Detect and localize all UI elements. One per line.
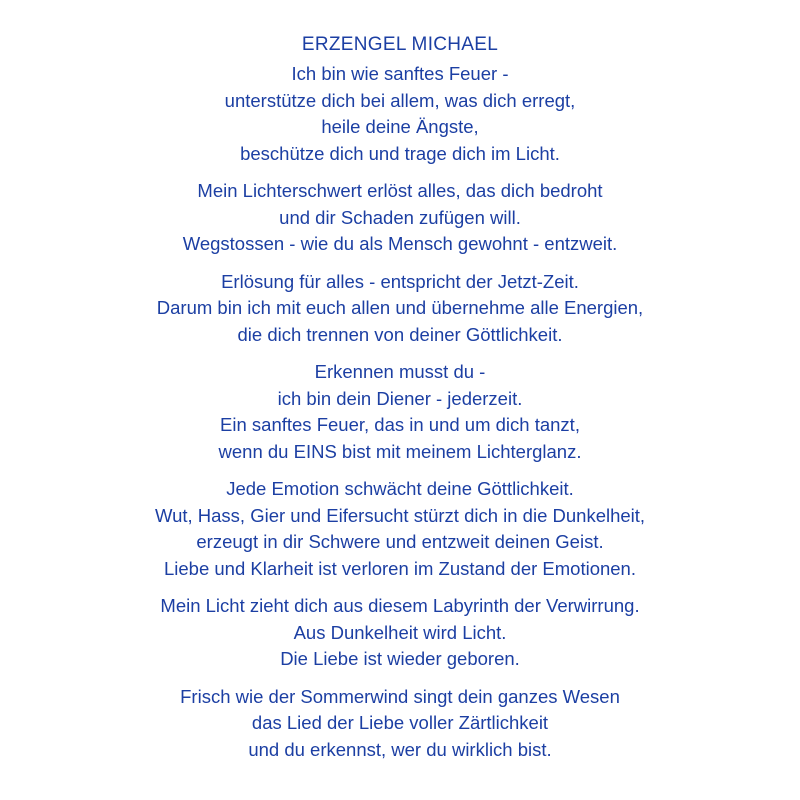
poem-line: Wegstossen - wie du als Mensch gewohnt - entzweit. [182, 233, 618, 254]
stanza-4 [0, 359, 800, 465]
poem-line: und dir Schaden zufügen will. [279, 206, 521, 228]
stanza-5 [0, 476, 800, 582]
poem-line: Liebe und Klarheit ist verloren im Zustand der Emotionen. [163, 557, 636, 579]
poem-line: beschütze dich und trage dich im Licht. [240, 142, 560, 164]
stanza-6 [0, 593, 800, 673]
poem-line: Mein Licht zieht dich aus diesem Labyrinth der Verwirrung. [160, 595, 640, 616]
poem-line: Darum bin ich mit euch allen und übernehme alle Energien, [156, 297, 644, 318]
poem-line: Wut, Hass, Gier und Eifersucht stürzt dich in die Dunkelheit, [154, 504, 646, 526]
poem-line: und du erkennst, wer du wirklich bist. [248, 738, 552, 760]
stanza-2 [0, 178, 800, 258]
poem-line: heile deine Ängste, [321, 116, 479, 137]
poem-line: Jede Emotion schwächt deine Göttlichkeit. [226, 478, 574, 499]
poem-line: ich bin dein Diener - jederzeit. [277, 387, 523, 409]
poem-line: unterstütze dich bei allem, was dich erregt, [224, 89, 576, 111]
poem-line: Erkennen musst du - [314, 361, 486, 382]
poem-line: Aus Dunkelheit wird Licht. [293, 621, 507, 643]
poem-title: ERZENGEL MICHAEL [301, 34, 499, 55]
stanza-7 [0, 684, 800, 764]
poem-line: Die Liebe ist wieder geboren. [280, 648, 520, 669]
poem-line: das Lied der Liebe voller Zärtlichkeit [251, 712, 549, 733]
poem-line: Erlösung für alles - entspricht der Jetzt-Zeit. [221, 270, 579, 292]
poem-line: erzeugt in dir Schwere und entzweit deinen Geist. [196, 531, 604, 552]
poem-line: Ein sanftes Feuer, das in und um dich tanzt, [220, 414, 580, 435]
poem-line: wenn du EINS bist mit meinem Lichterglanz. [218, 440, 582, 462]
stanza-1 [0, 61, 800, 167]
stanza-3 [0, 269, 800, 349]
poem-line: Frisch wie der Sommerwind singt dein ganzes Wesen [180, 685, 620, 707]
poem-line: Ich bin wie sanftes Feuer - [291, 63, 509, 84]
poem-body [0, 61, 800, 774]
poem-line: Mein Lichterschwert erlöst alles, das dich bedroht [197, 180, 603, 201]
poem-line: die dich trennen von deiner Göttlichkeit. [237, 323, 563, 345]
